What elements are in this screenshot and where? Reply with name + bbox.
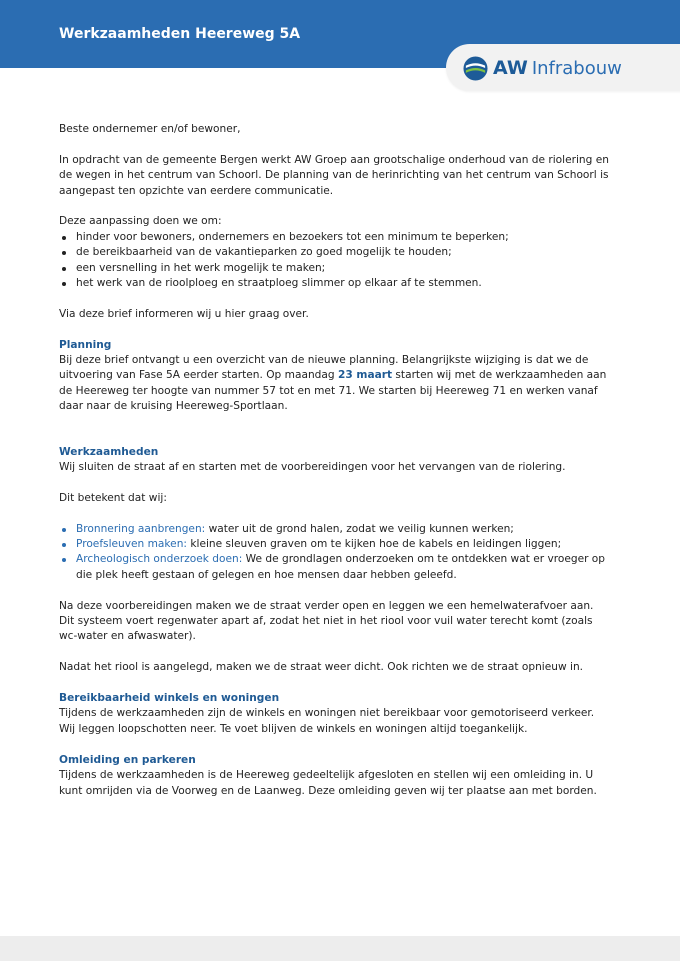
works-heading: Werkzaamheden	[59, 445, 159, 458]
list-item: een versnelling in het werk mogelijk te maken;	[59, 261, 614, 276]
logo-text-aw: AW	[493, 57, 528, 79]
inform-paragraph: Via deze brief informeren wij u hier graag over.	[59, 307, 309, 320]
access-line-2: Wij leggen loopschotten neer. Te voet blijven de winkels en woningen altijd toegankelijk.	[59, 722, 528, 735]
reasons-intro: Deze aanpassing doen we om:	[59, 215, 222, 228]
access-heading: Bereikbaarheid winkels en woningen	[59, 692, 280, 705]
planning-paragraph	[59, 353, 614, 415]
reasons-list	[59, 230, 614, 292]
planning-heading: Planning	[59, 338, 112, 351]
list-item: het werk van de rioolploeg en straatploeg slimmer op elkaar af te stemmen.	[59, 276, 614, 291]
works-means: Dit betekent dat wij:	[59, 491, 167, 504]
works-item-text: We de grondlagen onderzoeken om te ontdekken wat er vroeger op die plek heeft gestaan of gelegen en hoe mensen daar hebben geleefd.	[76, 553, 606, 581]
salutation: Beste ondernemer en/of bewoner,	[59, 123, 241, 135]
works-item-text: kleine sleuven graven om te kijken hoe de kabels en leidingen liggen;	[187, 538, 562, 551]
list-item	[59, 552, 614, 583]
planning-text-after: starten wij met de werkzaamheden aan de Heereweg ter hoogte van nummer 57 tot en met 71. We starten bij Heereweg 71 en werken vanaf daar naar de kruising Heereweg-Sportlaan.	[59, 369, 607, 413]
list-item	[59, 537, 614, 552]
works-item-text: water uit de grond halen, zodat we veilig kunnen werken;	[205, 522, 514, 535]
works-after-line-2: Dit systeem voert regenwater apart af, zodat het niet in het riool voor vuil water terecht komt (zoals wc-water en afwaswater).	[59, 615, 593, 643]
works-intro: Wij sluiten de straat af en starten met de voorbereidingen voor het vervangen van de riolering.	[59, 461, 566, 474]
footer-bar	[0, 936, 680, 961]
aw-infrabouw-logo-mark-icon	[463, 56, 488, 81]
works-item-term: Bronnering aanbrengen:	[76, 522, 206, 535]
list-item: hinder voor bewoners, ondernemers en bezoekers tot een minimum te beperken;	[59, 230, 614, 245]
document-title: Werkzaamheden Heereweg 5A	[59, 26, 301, 42]
detour-heading: Omleiding en parkeren	[59, 753, 196, 766]
intro-paragraph: In opdracht van de gemeente Bergen werkt AW Groep aan grootschalige onderhoud van de riolering en de wegen in het centrum van Schoorl. De planning van de herinrichting van het centrum van Schoorl is aangepast ten opzichte van eerdere communicatie.	[59, 153, 609, 197]
works-after-line-1: Na deze voorbereidingen maken we de straat verder open en leggen we een hemelwaterafvoer aan.	[59, 599, 594, 612]
company-logo	[463, 54, 622, 82]
logo-text-infrabouw: Infrabouw	[531, 57, 622, 79]
works-list	[59, 522, 614, 584]
list-item	[59, 522, 614, 537]
works-item-term: Proefsleuven maken:	[76, 538, 187, 551]
works-after-line-3: Nadat het riool is aangelegd, maken we de straat weer dicht. Ook richten we de straat opnieuw in.	[59, 661, 584, 674]
access-line-1: Tijdens de werkzaamheden zijn de winkels en woningen niet bereikbaar voor gemotoriseerd verkeer.	[59, 707, 595, 720]
detour-paragraph: Tijdens de werkzaamheden is de Heereweg gedeeltelijk afgesloten en stellen wij een omleiding in. U kunt omrijden via de Voorweg en de Laanweg. Deze omleiding geven wij ter plaatse aan met borden.	[59, 769, 597, 797]
planning-start-date: 23 maart	[337, 369, 393, 382]
list-item: de bereikbaarheid van de vakantieparken zo goed mogelijk te houden;	[59, 245, 614, 260]
works-item-term: Archeologisch onderzoek doen:	[76, 553, 243, 566]
letter-body	[59, 122, 614, 799]
planning-text-before: Bij deze brief ontvangt u een overzicht van de nieuwe planning. Belangrijkste wijziging is dat we de uitvoering van Fase 5A eerder starten. Op maandag	[59, 354, 589, 382]
